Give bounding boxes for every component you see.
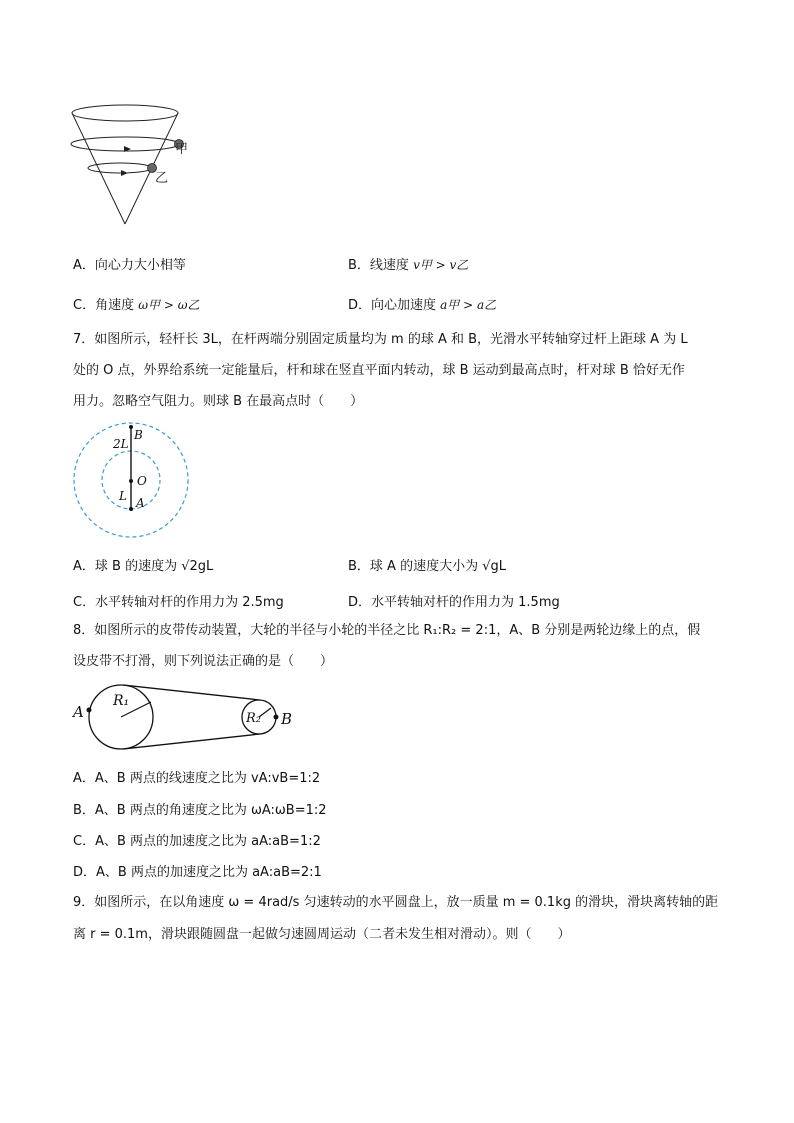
label-r2: R₂ bbox=[246, 711, 261, 726]
label-a-point: A bbox=[73, 703, 84, 721]
rod-circles-figure bbox=[70, 420, 195, 545]
q9-stem-line1: 9．如图所示，在以角速度 ω = 4rad/s 匀速转动的水平圆盘上，放一质量 m = 0.1kg 的滑块，滑块离转轴的距 bbox=[73, 895, 719, 910]
q6-option-c-math: ω甲 > ω乙 bbox=[138, 298, 200, 312]
label-b: B bbox=[134, 428, 143, 442]
label-b-point: B bbox=[281, 710, 293, 728]
q7-stem-line3: 用力。忽略空气阻力。则球 B 在最高点时（ ） bbox=[73, 394, 364, 409]
label-jia: 甲 bbox=[175, 142, 189, 157]
q7-option-d: D．水平转轴对杆的作用力为 1.5mg bbox=[348, 595, 560, 610]
label-r1: R₁ bbox=[113, 693, 130, 709]
belt-pulley-figure bbox=[70, 680, 310, 760]
q6-option-a: A．向心力大小相等 bbox=[73, 258, 186, 273]
q8-stem-line1: 8．如图所示的皮带传动装置，大轮的半径与小轮的半径之比 R₁:R₂ = 2:1，A、B 分别是两轮边缘上的点，假 bbox=[73, 623, 701, 638]
q7-option-a: A．球 B 的速度为 √2gL bbox=[73, 559, 214, 574]
q6-option-b bbox=[348, 254, 468, 273]
q8-option-d: D．A、B 两点的加速度之比为 aA:aB=2:1 bbox=[73, 865, 322, 880]
cone-figure bbox=[68, 102, 198, 230]
label-o: O bbox=[137, 474, 147, 488]
label-yi: 乙 bbox=[155, 171, 169, 186]
q6-option-c-text: C．角速度 bbox=[73, 298, 135, 313]
q8-option-a: A．A、B 两点的线速度之比为 vA:vB=1:2 bbox=[73, 771, 321, 786]
label-2l: 2L bbox=[113, 437, 129, 451]
q6-option-d bbox=[348, 294, 496, 313]
label-a: A bbox=[136, 496, 145, 510]
q6-option-b-text: B．线速度 bbox=[348, 258, 409, 273]
q9-stem-line2: 离 r = 0.1m，滑块跟随圆盘一起做匀速圆周运动（二者未发生相对滑动）。则（ ） bbox=[73, 927, 571, 942]
q6-option-d-text: D．向心加速度 bbox=[348, 298, 437, 313]
q7-stem-line2: 处的 O 点，外界给系统一定能量后，杆和球在竖直平面内转动，球 B 运动到最高点时，杆对球 B 恰好无作 bbox=[73, 363, 685, 378]
q8-option-c: C．A、B 两点的加速度之比为 aA:aB=1:2 bbox=[73, 834, 321, 849]
q8-stem-line2: 设皮带不打滑，则下列说法正确的是（ ） bbox=[73, 654, 334, 669]
q6-option-c bbox=[73, 294, 199, 313]
q7-option-c: C．水平转轴对杆的作用力为 2.5mg bbox=[73, 595, 284, 610]
q7-stem-line1: 7．如图所示，轻杆长 3L，在杆两端分别固定质量均为 m 的球 A 和 B，光滑水平转轴穿过杆上距球 A 为 L bbox=[73, 332, 688, 347]
label-l: L bbox=[119, 489, 127, 503]
q6-option-b-math: v甲 > v乙 bbox=[413, 258, 469, 272]
q6-option-d-math: a甲 > a乙 bbox=[440, 298, 497, 312]
q8-option-b: B．A、B 两点的角速度之比为 ωA:ωB=1:2 bbox=[73, 803, 327, 818]
q7-option-b: B．球 A 的速度大小为 √gL bbox=[348, 559, 506, 574]
